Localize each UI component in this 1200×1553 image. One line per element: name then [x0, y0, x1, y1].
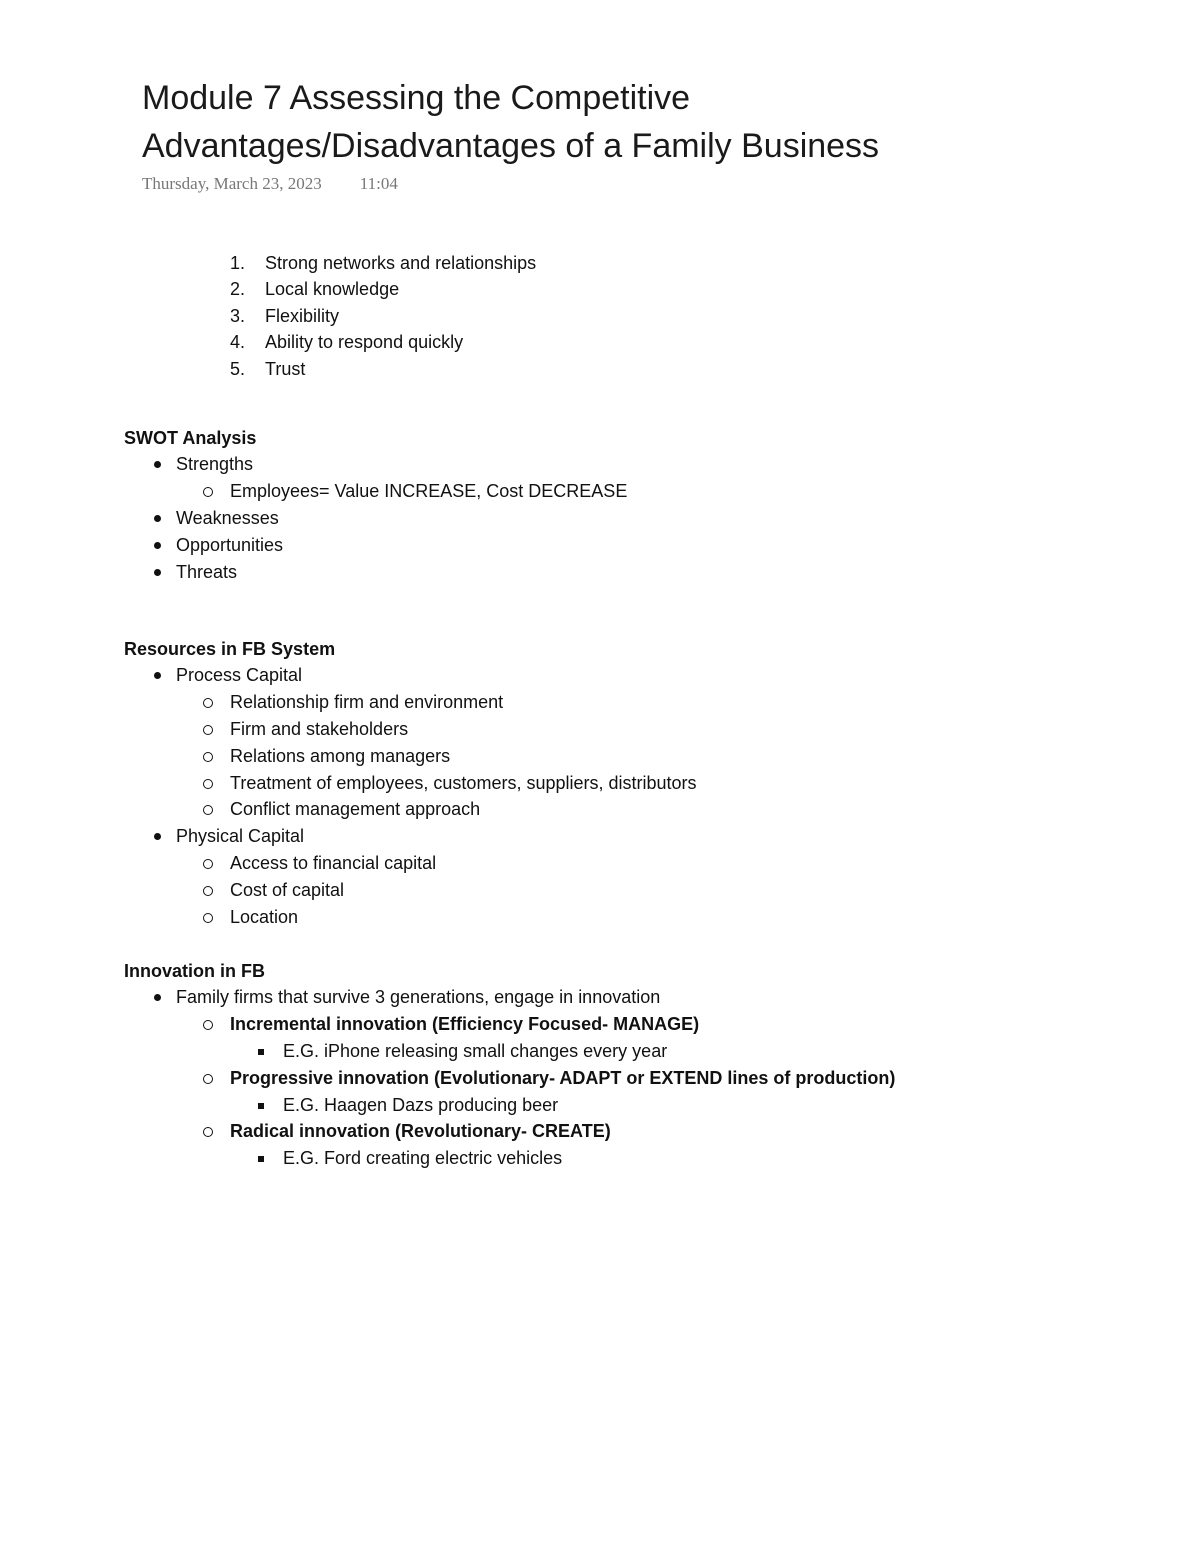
bullet-dot-icon	[154, 994, 161, 1001]
list-item-text: Conflict management approach	[230, 799, 481, 820]
bullet-square-icon	[258, 1103, 264, 1109]
swot-opportunities-label: Opportunities	[176, 534, 284, 555]
innovation-example	[124, 1145, 895, 1172]
bullet-dot-icon	[154, 569, 161, 576]
innovation-section	[124, 958, 895, 1172]
bullet-circle-icon	[203, 487, 213, 497]
bullet-dot-icon	[154, 542, 161, 549]
bullet-circle-icon	[203, 779, 213, 789]
bullet-circle-icon	[203, 913, 213, 923]
page-title-line-1: Module 7 Assessing the Competitive	[142, 79, 691, 117]
bullet-circle-icon	[203, 752, 213, 762]
page-date: Thursday, March 23, 2023	[142, 174, 322, 193]
bullet-square-icon	[258, 1156, 264, 1162]
process-capital-label: Process Capital	[176, 665, 303, 686]
list-item	[230, 250, 536, 276]
bullet-circle-icon	[203, 1074, 213, 1084]
list-item	[124, 796, 697, 823]
innovation-type	[124, 1118, 895, 1145]
innovation-main-point	[124, 984, 895, 1011]
swot-heading: SWOT Analysis	[124, 428, 257, 448]
list-number: 4.	[230, 332, 246, 353]
innovation-example	[124, 1092, 895, 1119]
bullet-circle-icon	[203, 1020, 213, 1030]
list-number: 3.	[230, 305, 246, 326]
bullet-dot-icon	[154, 672, 161, 679]
swot-threats	[124, 559, 627, 586]
list-item-text: Access to financial capital	[230, 852, 437, 873]
list-item-text: Firm and stakeholders	[230, 719, 409, 739]
bullet-dot-icon	[154, 515, 161, 522]
swot-weaknesses-label: Weaknesses	[176, 508, 279, 528]
bullet-dot-icon	[154, 461, 161, 468]
list-item	[124, 716, 697, 743]
page-time: 11:04	[359, 174, 398, 193]
list-item	[124, 904, 697, 931]
advantages-numbered-list	[230, 250, 536, 382]
list-number: 1.	[230, 253, 246, 273]
swot-strengths	[124, 451, 627, 478]
swot-weaknesses	[124, 505, 627, 532]
list-item	[230, 276, 536, 302]
page-timestamp	[142, 174, 398, 194]
bullet-circle-icon	[203, 805, 213, 815]
innovation-type-name: Incremental innovation (Efficiency Focused- MANAGE)	[230, 1014, 700, 1035]
innovation-main-point-text: Family firms that survive 3 generations, engage in innovation	[176, 987, 661, 1008]
list-item-text: Ability to respond quickly	[265, 332, 464, 353]
list-item-text: Flexibility	[265, 305, 340, 326]
swot-strengths-label: Strengths	[176, 454, 254, 475]
swot-strengths-detail-text: Employees= Value INCREASE, Cost DECREASE	[230, 481, 628, 502]
swot-opportunities	[124, 532, 627, 559]
innovation-example-text: E.G. iPhone releasing small changes every year	[283, 1041, 668, 1061]
list-number: 5.	[230, 358, 246, 379]
innovation-type-name: Progressive innovation (Evolutionary- ADAPT or EXTEND lines of production)	[230, 1067, 896, 1088]
bullet-dot-icon	[154, 833, 161, 840]
list-item-text: Relations among managers	[230, 745, 451, 766]
page-title-line-2: Advantages/Disadvantages of a Family Business	[142, 127, 880, 165]
page-title	[142, 74, 1142, 170]
innovation-example-text: E.G. Ford creating electric vehicles	[283, 1148, 563, 1169]
physical-capital-label: Physical Capital	[176, 826, 305, 847]
innovation-type	[124, 1065, 895, 1092]
list-item-text: Strong networks and relationships	[265, 253, 537, 273]
list-item	[124, 689, 697, 716]
bullet-circle-icon	[203, 859, 213, 869]
list-item	[124, 850, 697, 877]
list-item-text: Cost of capital	[230, 879, 345, 900]
list-item	[230, 303, 536, 329]
bullet-circle-icon	[203, 886, 213, 896]
resources-heading: Resources in FB System	[124, 639, 336, 659]
list-item	[124, 770, 697, 797]
list-item	[230, 356, 536, 382]
innovation-example-text: E.G. Haagen Dazs producing beer	[283, 1094, 559, 1115]
list-item-text: Location	[230, 906, 299, 927]
list-item-text: Trust	[265, 358, 306, 379]
physical-capital	[124, 823, 697, 850]
swot-section	[124, 425, 627, 585]
innovation-type-name: Radical innovation (Revolutionary- CREATE)	[230, 1121, 611, 1142]
innovation-type	[124, 1011, 895, 1038]
list-item	[230, 329, 536, 355]
innovation-heading: Innovation in FB	[124, 961, 265, 981]
swot-strengths-detail	[124, 478, 627, 505]
resources-section	[124, 636, 697, 930]
bullet-circle-icon	[203, 698, 213, 708]
innovation-example	[124, 1038, 895, 1065]
swot-threats-label: Threats	[176, 561, 238, 582]
process-capital	[124, 662, 697, 689]
list-item	[124, 743, 697, 770]
bullet-circle-icon	[203, 1127, 213, 1137]
list-item-text: Treatment of employees, customers, suppliers, distributors	[230, 772, 697, 793]
bullet-circle-icon	[203, 725, 213, 735]
list-item-text: Local knowledge	[265, 279, 400, 300]
list-number: 2.	[230, 279, 246, 300]
list-item-text: Relationship firm and environment	[230, 692, 504, 713]
bullet-square-icon	[258, 1049, 264, 1055]
list-item	[124, 877, 697, 904]
